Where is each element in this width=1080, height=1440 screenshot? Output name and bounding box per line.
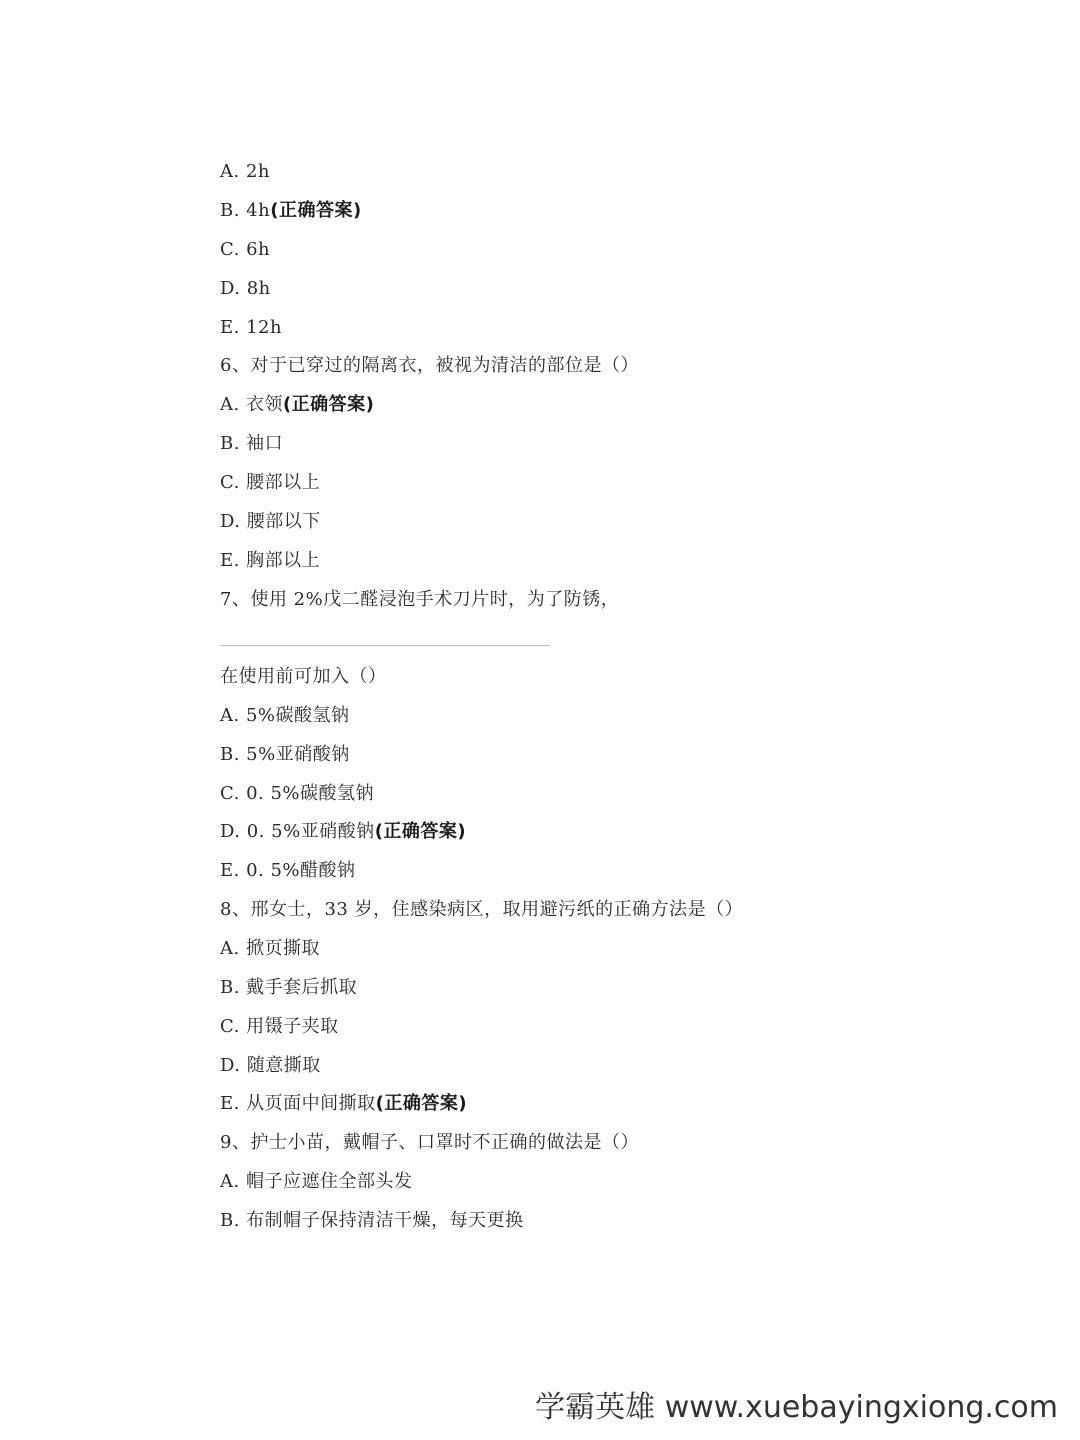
option-line: [220, 937, 320, 961]
option-text: A. 5%碳酸氢钠: [220, 705, 350, 726]
option-text: A. 帽子应遮住全部头发: [220, 1171, 413, 1192]
option-line: [220, 1170, 412, 1194]
option-line: [220, 316, 282, 340]
option-text: B. 布制帽子保持清洁干燥，每天更换: [220, 1210, 524, 1231]
option-line: [220, 1092, 467, 1116]
option-line: [220, 820, 466, 844]
option-text: D. 腰部以下: [220, 511, 321, 532]
option-line: [220, 510, 321, 534]
question-text: 8、邢女士，33 岁，住感染病区，取用避污纸的正确方法是（）: [220, 899, 744, 920]
correct-answer-tag: (正确答案): [282, 394, 375, 415]
option-text: A. 2h: [220, 161, 270, 182]
correct-answer-tag: (正确答案): [375, 1093, 468, 1114]
option-text: D. 0. 5%亚硝酸钠: [220, 821, 375, 842]
option-line: [220, 393, 374, 417]
option-text: A. 衣领: [220, 394, 283, 415]
question-text: 9、护士小苗，戴帽子、口罩时不正确的做法是（）: [220, 1132, 639, 1153]
watermark: 学霸英雄 www.xuebayingxiong.com: [535, 1390, 1058, 1425]
option-text: D. 8h: [220, 278, 271, 299]
question-text: 7、使用 2%戊二醛浸泡手术刀片时，为了防锈，: [220, 589, 620, 610]
option-text: E. 12h: [220, 317, 283, 338]
option-text: A. 掀页撕取: [220, 938, 320, 959]
option-text: C. 用镊子夹取: [220, 1016, 339, 1037]
option-text: B. 戴手套后抓取: [220, 977, 358, 998]
option-text: D. 随意撕取: [220, 1055, 321, 1076]
option-line: [220, 199, 362, 223]
option-line: [220, 743, 350, 767]
option-line: [220, 549, 320, 573]
option-text: C. 6h: [220, 239, 271, 260]
option-text: B. 袖口: [220, 433, 284, 454]
option-line: [220, 432, 283, 456]
question-text: 6、对于已穿过的隔离衣，被视为清洁的部位是（）: [220, 355, 639, 376]
question-line: [220, 665, 387, 689]
divider: [220, 645, 550, 646]
option-text: C. 腰部以上: [220, 472, 321, 493]
option-text: B. 4h: [220, 200, 271, 221]
option-text: E. 胸部以上: [220, 550, 321, 571]
option-line: [220, 160, 270, 184]
option-text: B. 5%亚硝酸钠: [220, 744, 350, 765]
option-text: C. 0. 5%碳酸氢钠: [220, 783, 375, 804]
option-line: [220, 1209, 524, 1233]
question-text: 在使用前可加入（）: [220, 666, 387, 687]
option-line: [220, 976, 357, 1000]
option-text: E. 从页面中间撕取: [220, 1093, 376, 1114]
option-text: E. 0. 5%醋酸钠: [220, 860, 356, 881]
option-line: [220, 782, 374, 806]
option-line: [220, 704, 350, 728]
question-line: [220, 588, 619, 612]
question-line: [220, 354, 639, 378]
option-line: [220, 238, 270, 262]
correct-answer-tag: (正确答案): [270, 200, 362, 221]
option-line: [220, 859, 356, 883]
question-line: [220, 898, 743, 922]
question-line: [220, 1131, 639, 1155]
option-line: [220, 1054, 321, 1078]
option-line: [220, 277, 271, 301]
correct-answer-tag: (正确答案): [374, 821, 467, 842]
option-line: [220, 471, 320, 495]
option-line: [220, 1015, 339, 1039]
